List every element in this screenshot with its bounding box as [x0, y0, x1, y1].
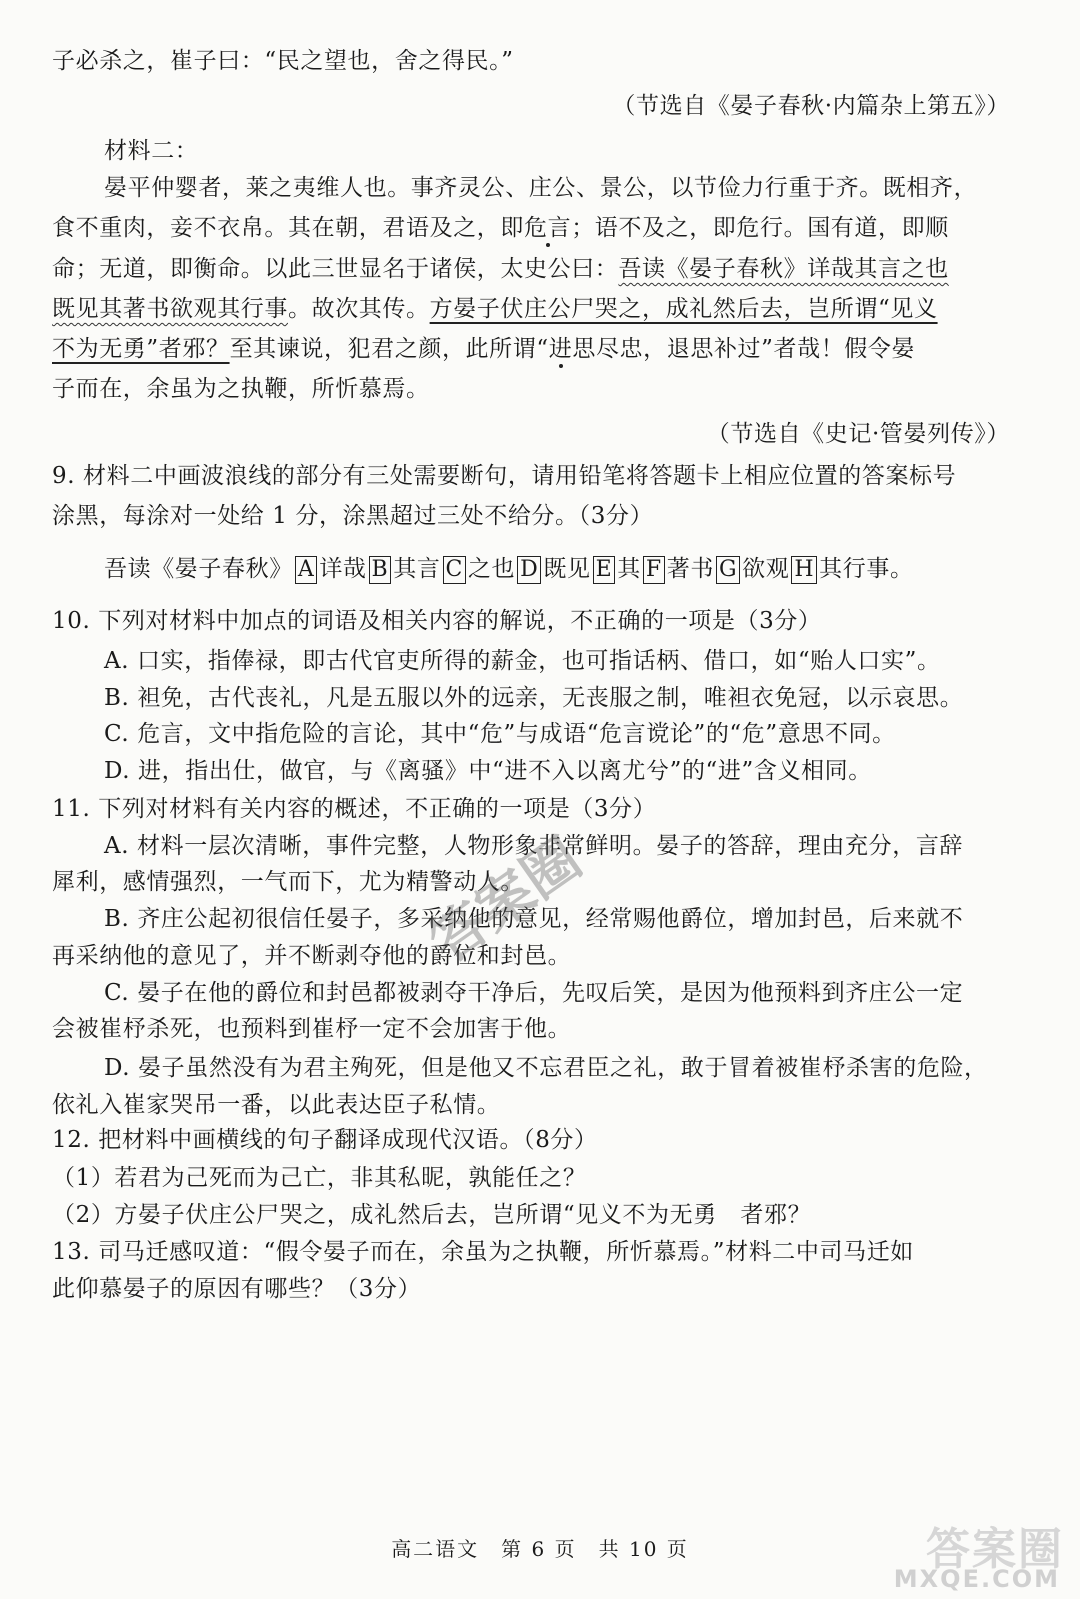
- text-line: 子必杀之，崔子曰：“民之望也，舍之得民。”: [52, 48, 514, 74]
- answer-box-a[interactable]: A: [295, 556, 318, 584]
- dotted-word: 进: [548, 336, 573, 362]
- text-segment: 欲观: [742, 556, 790, 582]
- source-citation: （节选自《晏子春秋·内篇杂上第五》）: [612, 93, 1010, 119]
- text-segment: ；语不及之，即危行。国有道，即顺: [571, 215, 949, 241]
- q10-option-c: C. 危言，文中指危险的言论，其中“危”与成语“危言谠论”的“危”意思不同。: [104, 721, 896, 747]
- text-segment: 食不重肉，妾不衣帛。其在朝，君语及之，即: [52, 215, 524, 241]
- q11-option-b-cont: 再采纳他的意见了，并不断剥夺他的爵位和封邑。: [52, 943, 572, 969]
- question-9: 9. 材料二中画波浪线的部分有三处需要断句，请用铅笔将答题卡上相应位置的答案标号: [52, 463, 957, 489]
- question-10: 10. 下列对材料中加点的词语及相关内容的解说，不正确的一项是（3分）: [52, 608, 822, 634]
- watermark-text: 答案圈: [926, 1524, 1064, 1575]
- q11-option-b: B. 齐庄公起初很信任晏子，多采纳他的意见，经常赐他爵位，增加封邑，后来就不: [104, 906, 964, 932]
- q9-options-line: [104, 553, 914, 585]
- answer-box-e[interactable]: E: [593, 556, 616, 584]
- wavy-underlined-text: 吾读《晏子春秋》详哉其言之也: [618, 256, 949, 282]
- answer-box-d[interactable]: D: [517, 556, 541, 584]
- text-line: [52, 333, 915, 365]
- page-footer: 高二语文 第 6 页 共 10 页: [391, 1537, 689, 1561]
- text-segment: 其言: [393, 556, 441, 582]
- question-11: 11. 下列对材料有关内容的概述，不正确的一项是（3分）: [52, 796, 657, 822]
- text-segment: 。故次其传。: [288, 296, 430, 322]
- answer-box-f[interactable]: F: [643, 556, 665, 584]
- text-segment: 思尽忠，退思补过”者哉！假令晏: [572, 336, 916, 362]
- text-segment: 既见: [543, 556, 591, 582]
- source-citation: （节选自《史记·管晏列传》）: [706, 421, 1010, 447]
- section-heading: 材料二：: [104, 138, 199, 164]
- text-line: 子而在，余虽为之执鞭，所忻慕焉。: [52, 376, 430, 402]
- answer-box-h[interactable]: H: [791, 556, 817, 584]
- stamp-text: 答案圈: [418, 826, 594, 976]
- q11-option-c: C. 晏子在他的爵位和封邑都被剥夺干净后，先叹后笑，是因为他预料到齐庄公一定: [104, 980, 964, 1006]
- underlined-sentence: 方晏子伏庄公尸哭之，成礼然后去，岂所谓“见义: [429, 296, 938, 322]
- q12-item-2: （2）方晏子伏庄公尸哭之，成礼然后去，岂所谓“见义不为无勇 者邪？: [52, 1202, 812, 1228]
- text-segment: 其: [617, 556, 641, 582]
- text-line: [52, 293, 938, 325]
- text-segment: 吾读《晏子春秋》: [104, 556, 293, 582]
- watermark-url: MXQE.COM: [893, 1565, 1060, 1593]
- question-13-cont: 此仰慕晏子的原因有哪些？（3分）: [52, 1276, 422, 1302]
- q11-option-d: D. 晏子虽然没有为君主殉死，但是他又不忘君臣之礼，敢于冒着被崔杼杀害的危险，: [104, 1055, 988, 1081]
- q12-item-1: （1）若君为己死而为己亡，非其私昵，孰能任之？: [52, 1165, 587, 1191]
- q10-option-b: B. 袒免，古代丧礼，凡是五服以外的远亲，无丧服之制，唯袒衣免冠，以示哀思。: [104, 685, 964, 711]
- text-line: [52, 253, 949, 285]
- question-12: 12. 把材料中画横线的句子翻译成现代汉语。（8分）: [52, 1127, 598, 1153]
- q10-option-d: D. 进，指出仕，做官，与《离骚》中“进不入以离尤兮”的“进”含义相同。: [104, 758, 872, 784]
- text-segment: 著书: [666, 556, 714, 582]
- text-segment: 之也: [467, 556, 516, 582]
- text-line: [52, 212, 949, 244]
- question-13: 13. 司马迁感叹道：“假令晏子而在，余虽为之执鞭，所忻慕焉。”材料二中司马迁如: [52, 1239, 914, 1265]
- text-segment: 至其谏说，犯君之颜，此所谓“: [229, 336, 549, 362]
- q10-option-a: A. 口实，指俸禄，即古代官吏所得的薪金，也可指话柄、借口，如“贻人口实”。: [104, 648, 941, 674]
- text-segment: 命；无道，即衡命。以此三世显名于诸侯，太史公曰：: [52, 256, 619, 282]
- question-9-cont: 涂黑，每涂对一处给 1 分，涂黑超过三处不给分。（3分）: [52, 503, 654, 529]
- q11-option-d-cont: 依礼入崔家哭吊一番，以此表达臣子私情。: [52, 1092, 501, 1118]
- answer-box-g[interactable]: G: [716, 556, 740, 584]
- answer-box-c[interactable]: C: [443, 556, 466, 584]
- dotted-word: 危言: [524, 215, 572, 241]
- underlined-sentence: 不为无勇”者邪？: [52, 336, 230, 362]
- text-segment: 详哉: [319, 556, 367, 582]
- watermark-logo: [874, 1513, 1074, 1593]
- q11-option-a-cont: 犀利，感情强烈，一气而下，尤为精警动人。: [52, 869, 524, 895]
- wavy-underlined-text: 既见其著书欲观其行事: [52, 296, 288, 322]
- answer-box-b[interactable]: B: [369, 556, 392, 584]
- q11-option-a: A. 材料一层次清晰，事件完整，人物形象非常鲜明。晏子的答辞，理由充分，言辞: [104, 833, 964, 859]
- q11-option-c-cont: 会被崔杼杀死，也预料到崔杼一定不会加害于他。: [52, 1016, 572, 1042]
- text-line: 晏平仲婴者，莱之夷维人也。事齐灵公、庄公、景公，以节俭力行重于齐。既相齐，: [104, 175, 978, 201]
- text-segment: 其行事。: [819, 556, 914, 582]
